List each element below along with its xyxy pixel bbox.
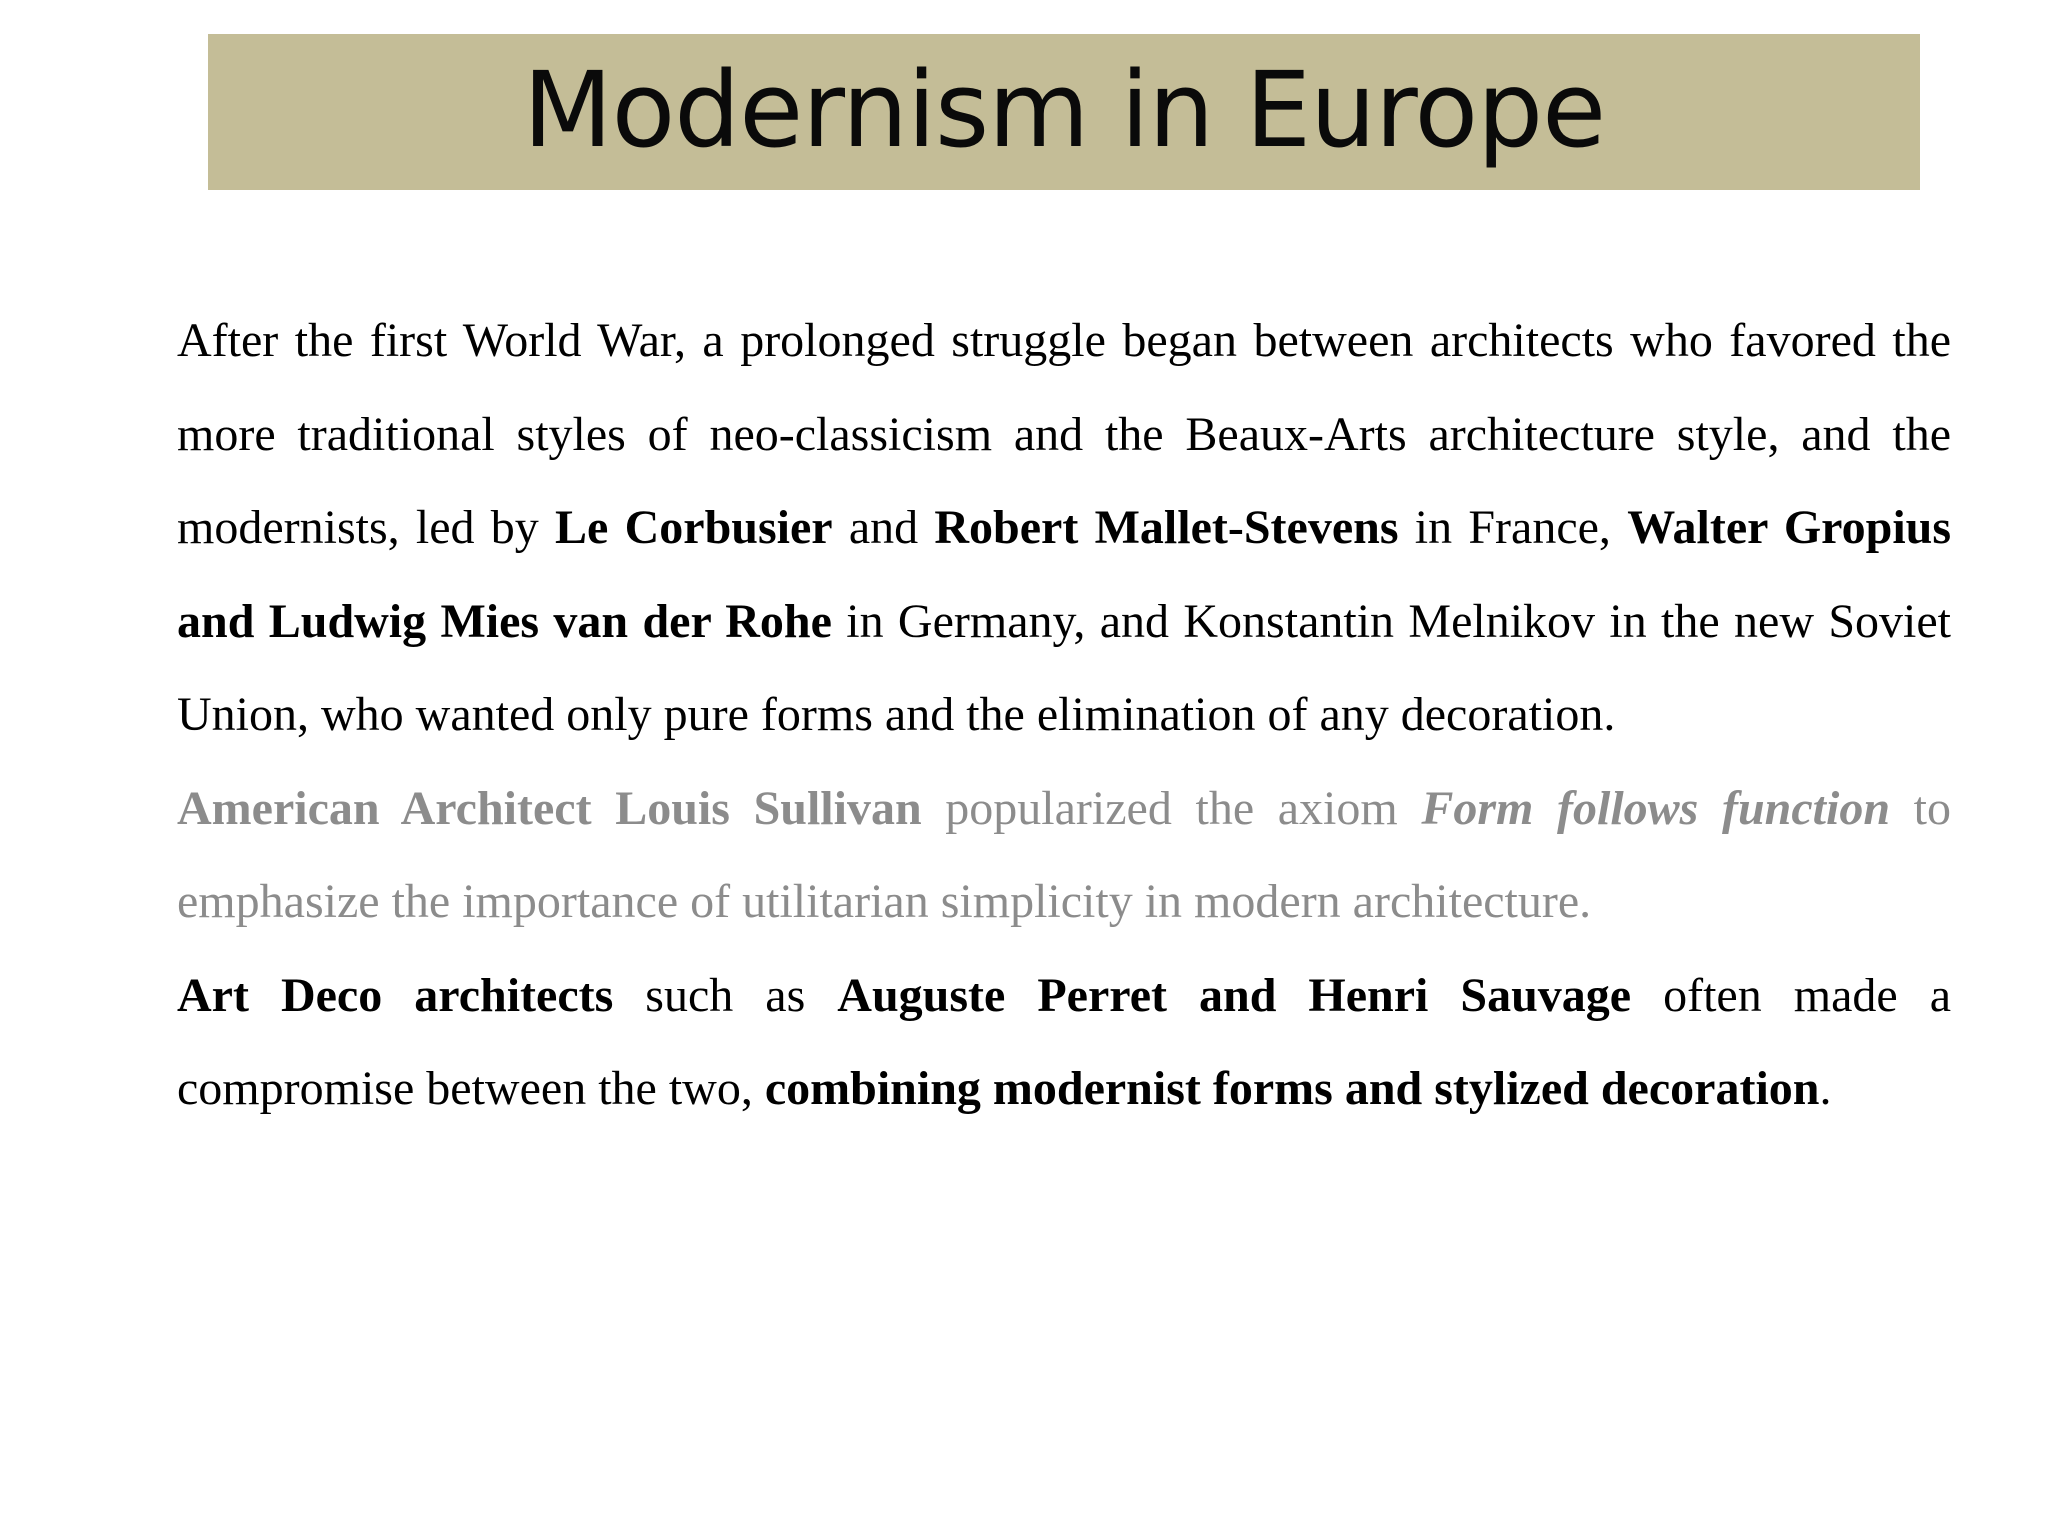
title-bar	[208, 34, 1920, 190]
paragraph-text: in France,	[1398, 501, 1628, 554]
combining-forms-decoration: combining modernist forms and stylized decoration	[764, 1062, 1820, 1115]
paragraph-text: in Germany, and Konstantin Melnikov in the new Soviet Union, who wanted only pure forms and the elimination of any decoration.	[177, 594, 1952, 741]
slide-body	[177, 294, 1951, 1136]
name-le-corbusier: Le Corbusier	[555, 501, 833, 554]
paragraph-sullivan	[177, 762, 1951, 949]
name-louis-sullivan: American Architect Louis Sullivan	[177, 781, 922, 835]
name-gropius-mies: Walter Gropius and Ludwig Mies van der Rohe	[177, 501, 1952, 648]
name-mallet-stevens: Robert Mallet-Stevens	[934, 501, 1399, 554]
paragraph-text: .	[1819, 1062, 1832, 1115]
paragraph-modernists	[177, 294, 1951, 762]
name-perret-sauvage: Auguste Perret and Henri Sauvage	[837, 968, 1632, 1022]
axiom-form-follows-function: Form follows function	[1421, 781, 1891, 835]
paragraph-text: and	[832, 501, 935, 554]
paragraph-art-deco	[177, 949, 1951, 1136]
art-deco-architects: Art Deco architects	[177, 968, 614, 1022]
slide-title: Modernism in Europe	[522, 49, 1606, 171]
paragraph-text: such as	[613, 968, 838, 1022]
paragraph-text: popularized the axiom	[921, 781, 1422, 835]
paragraph-text: After the first World War, a prolonged struggle began between architects who favored the more traditional styles of neo-classicism and the Beaux-Arts architecture style, and the modernists, led by	[177, 314, 1951, 554]
paragraph-text: often made a compromise between the two,	[177, 968, 1952, 1115]
paragraph-text: to emphasize the importance of utilitarian simplicity in modern architecture.	[177, 781, 1951, 928]
